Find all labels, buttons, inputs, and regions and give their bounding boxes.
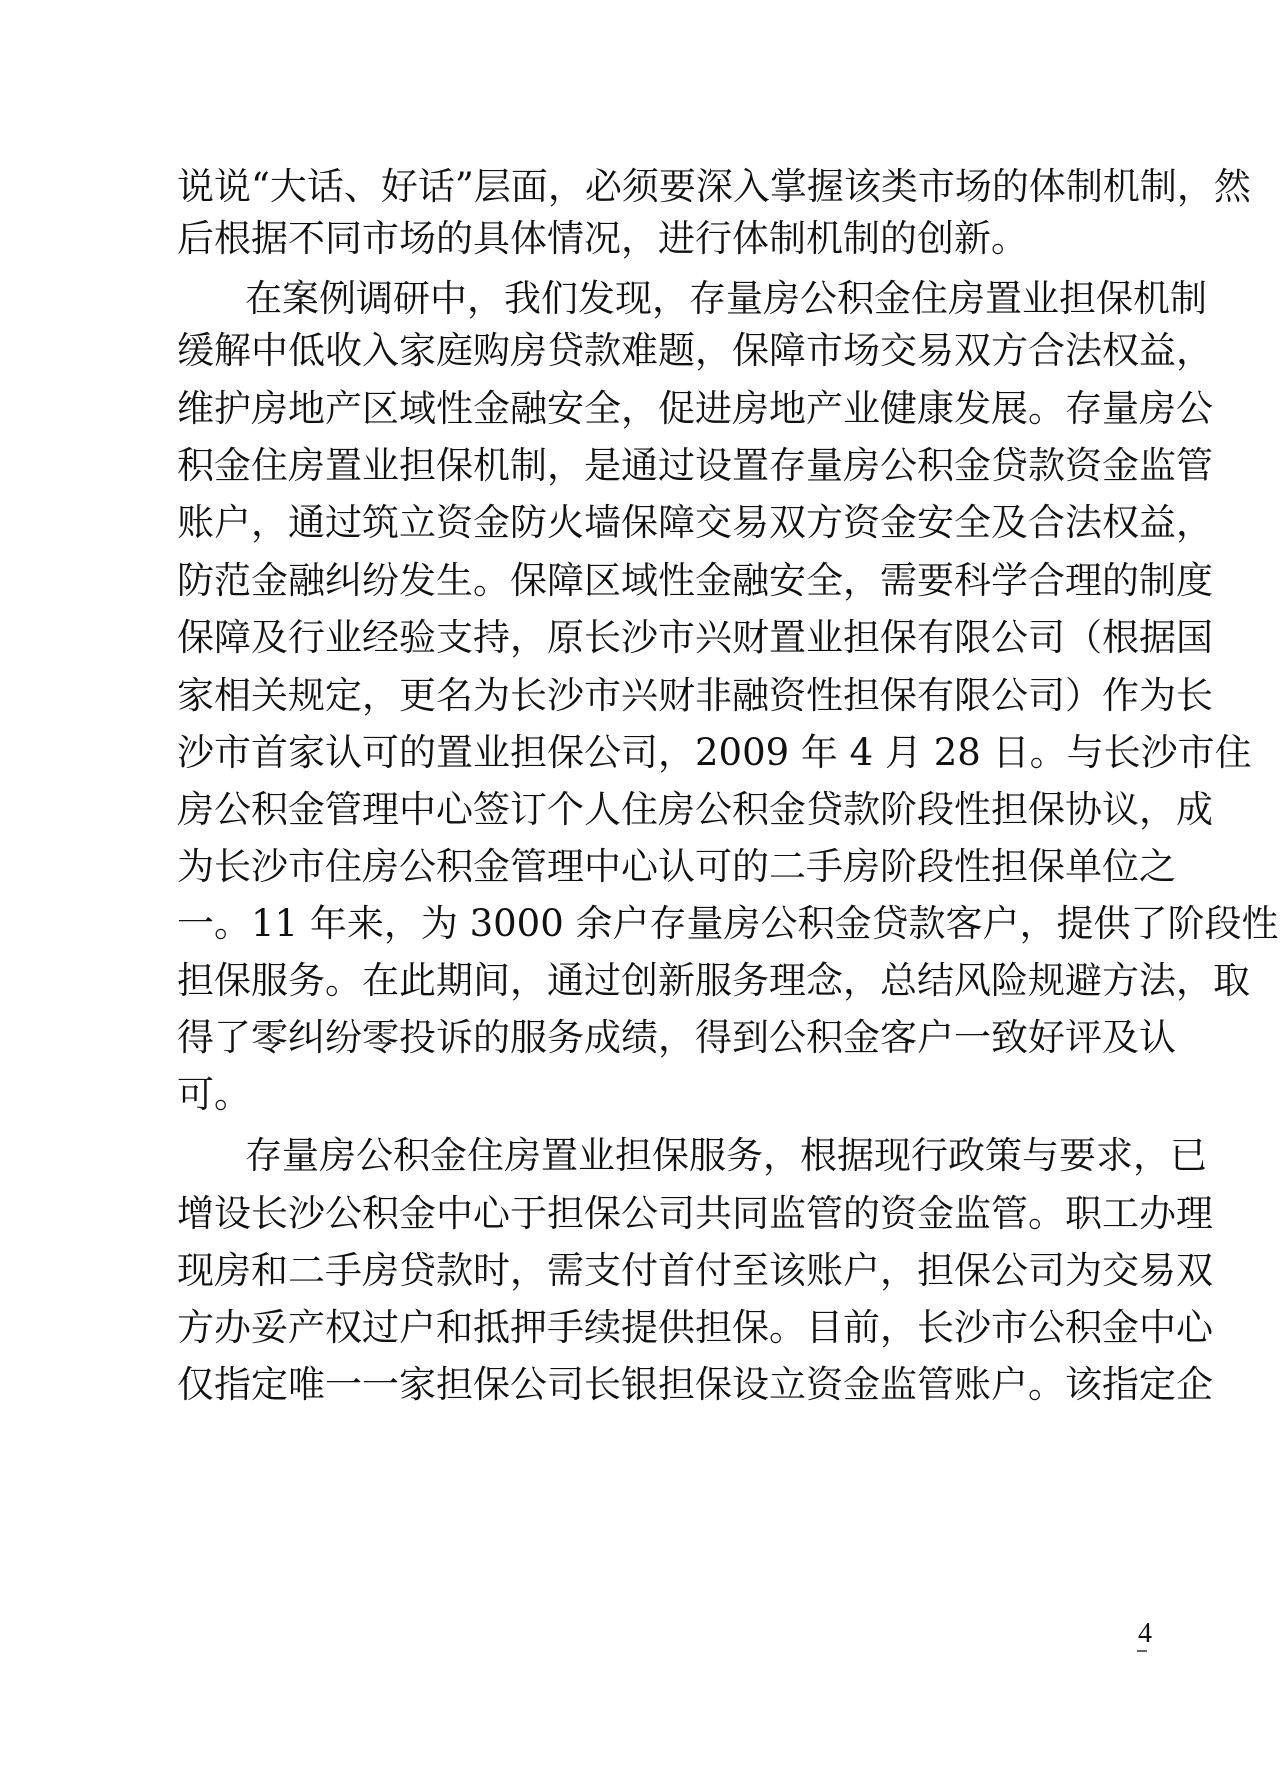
text-line: 现房和二手房贷款时，需支付首付至该账户，担保公司为交易双	[177, 1249, 1213, 1292]
text-line: 维护房地产区域性金融安全，促进房地产业健康发展。存量房公	[177, 387, 1213, 430]
text-line: 得了零纠纷零投诉的服务成绩，得到公积金客户一致好评及认	[177, 1016, 1176, 1059]
paragraph-first-line: 在案例调研中，我们发现，存量房公积金住房置业担保机制	[245, 277, 1207, 320]
text-line: 积金住房置业担保机制，是通过设置存量房公积金贷款资金监管	[177, 444, 1213, 487]
text-line: 一。11 年来，为 3000 余户存量房公积金贷款客户，提供了阶段性	[177, 902, 1279, 945]
text-line: 防范金融纠纷发生。保障区域性金融安全，需要科学合理的制度	[177, 559, 1213, 602]
text-line: 可。	[177, 1073, 251, 1116]
text-line: 沙市首家认可的置业担保公司，2009 年 4 月 28 日。与长沙市住	[177, 731, 1252, 774]
page-number-underline	[1137, 1650, 1147, 1652]
text-line: 为长沙市住房公积金管理中心认可的二手房阶段性担保单位之	[177, 845, 1176, 888]
text-line: 增设长沙公积金中心于担保公司共同监管的资金监管。职工办理	[177, 1192, 1213, 1235]
paragraph-first-line: 存量房公积金住房置业担保服务，根据现行政策与要求，已	[245, 1134, 1207, 1177]
text-line: 家相关规定，更名为长沙市兴财非融资性担保有限公司）作为长	[177, 674, 1213, 717]
text-line: 说说“大话、好话”层面，必须要深入掌握该类市场的体制机制，然	[177, 165, 1251, 208]
text-line: 方办妥产权过户和抵押手续提供担保。目前，长沙市公积金中心	[177, 1306, 1213, 1349]
text-line: 保障及行业经验支持，原长沙市兴财置业担保有限公司（根据国	[177, 616, 1213, 659]
text-line: 缓解中低收入家庭购房贷款难题，保障市场交易双方合法权益，	[177, 329, 1213, 372]
text-line: 房公积金管理中心签订个人住房公积金贷款阶段性担保协议，成	[177, 788, 1213, 831]
text-line: 担保服务。在此期间，通过创新服务理念，总结风险规避方法，取	[177, 959, 1250, 1002]
text-line: 账户，通过筑立资金防火墙保障交易双方资金安全及合法权益，	[177, 501, 1213, 544]
page-number: 4	[1138, 1618, 1152, 1649]
text-line: 后根据不同市场的具体情况，进行体制机制的创新。	[177, 217, 1028, 260]
text-line: 仅指定唯一一家担保公司长银担保设立资金监管账户。该指定企	[177, 1363, 1213, 1406]
